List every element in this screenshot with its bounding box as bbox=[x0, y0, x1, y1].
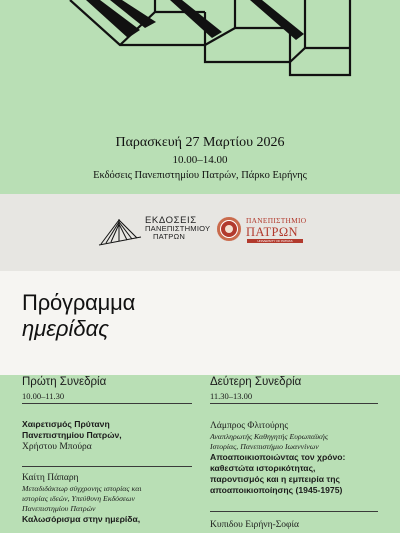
speaker-name: Κυπιδου Ειρήνη-Σοφία bbox=[210, 520, 300, 530]
talk-title: Πανεπιστημίου Πατρών, bbox=[22, 430, 122, 440]
divider bbox=[210, 403, 378, 404]
talk-title: Χαιρετισμός Πρύτανη bbox=[22, 419, 110, 429]
university-name-line2: ΠΑΤΡΩΝ bbox=[246, 225, 298, 239]
session-item bbox=[22, 419, 192, 453]
event-date: Παρασκευή 27 Μαρτίου 2026 bbox=[115, 135, 285, 150]
speaker-role: ιστορίας ιδεών, Υπεύθυνη Εκδόσεων bbox=[22, 494, 135, 503]
university-seal-icon bbox=[217, 217, 241, 241]
hero-banner bbox=[0, 0, 400, 194]
speaker-name: Καίτη Πάπαρη bbox=[22, 473, 79, 483]
talk-title: Καλωσόρισμα στην ημερίδα, bbox=[22, 514, 141, 524]
session-time: 10.00–11.30 bbox=[22, 391, 65, 401]
program-title: Πρόγραμμα bbox=[22, 290, 136, 315]
publisher-name-line1: ΕΚΔΟΣΕΙΣ bbox=[145, 215, 197, 226]
talk-title: καθεστώτα ιστορικότητας, bbox=[210, 463, 316, 473]
talk-title: αποαποικιοποίησης (1945-1975) bbox=[210, 485, 343, 495]
divider bbox=[22, 466, 192, 467]
talk-title: Αποαποικιοποιώντας τον χρόνο: bbox=[210, 452, 346, 462]
university-name-line3: UNIVERSITY OF PATRAS bbox=[247, 239, 303, 243]
session-item bbox=[210, 420, 385, 496]
publisher-logo bbox=[97, 215, 209, 251]
talk-title: παροντισμός και η εμπειρία της bbox=[210, 474, 340, 484]
logo-strip bbox=[0, 194, 400, 271]
divider bbox=[22, 403, 192, 404]
session-item bbox=[22, 472, 192, 525]
speaker-role: Ιστορίας, Πανεπιστήμιο Ιωαννίνων bbox=[210, 442, 319, 451]
speaker-name: Λάμπρος Φλιτούρης bbox=[210, 421, 289, 431]
program-subtitle: ημερίδας bbox=[22, 316, 109, 341]
session-title: Πρώτη Συνεδρία bbox=[22, 376, 107, 388]
speaker-name: Χρήστου Μπούρα bbox=[22, 442, 92, 452]
staircase-illustration bbox=[0, 0, 400, 80]
university-name-line1: ΠΑΝΕΠΙΣΤΗΜΙΟ bbox=[246, 216, 307, 225]
publisher-name-line2: ΠΑΝΕΠΙΣΤΗΜΙΟΥ bbox=[145, 224, 211, 233]
session-time: 11.30–13.00 bbox=[210, 391, 253, 401]
publisher-name-line3: ΠΑΤΡΩΝ bbox=[153, 232, 186, 241]
program-heading bbox=[0, 271, 400, 375]
event-time: 10.00–14.00 bbox=[172, 154, 228, 166]
university-logo bbox=[217, 215, 307, 251]
bridge-icon bbox=[97, 215, 143, 251]
speaker-role: Μεταδιδάκτωρ σύγχρονης ιστορίας και bbox=[22, 484, 142, 493]
event-venue: Εκδόσεις Πανεπιστημίου Πατρών, Πάρκο Ειρήνης bbox=[93, 170, 307, 181]
speaker-role: Πανεπιστημίου Πατρών bbox=[22, 504, 96, 513]
speaker-role: Αναπληρωτής Καθηγητής Ευρωπαϊκής bbox=[210, 432, 329, 441]
session-item bbox=[210, 519, 385, 531]
session-title: Δεύτερη Συνεδρία bbox=[210, 376, 302, 388]
divider bbox=[210, 511, 378, 512]
